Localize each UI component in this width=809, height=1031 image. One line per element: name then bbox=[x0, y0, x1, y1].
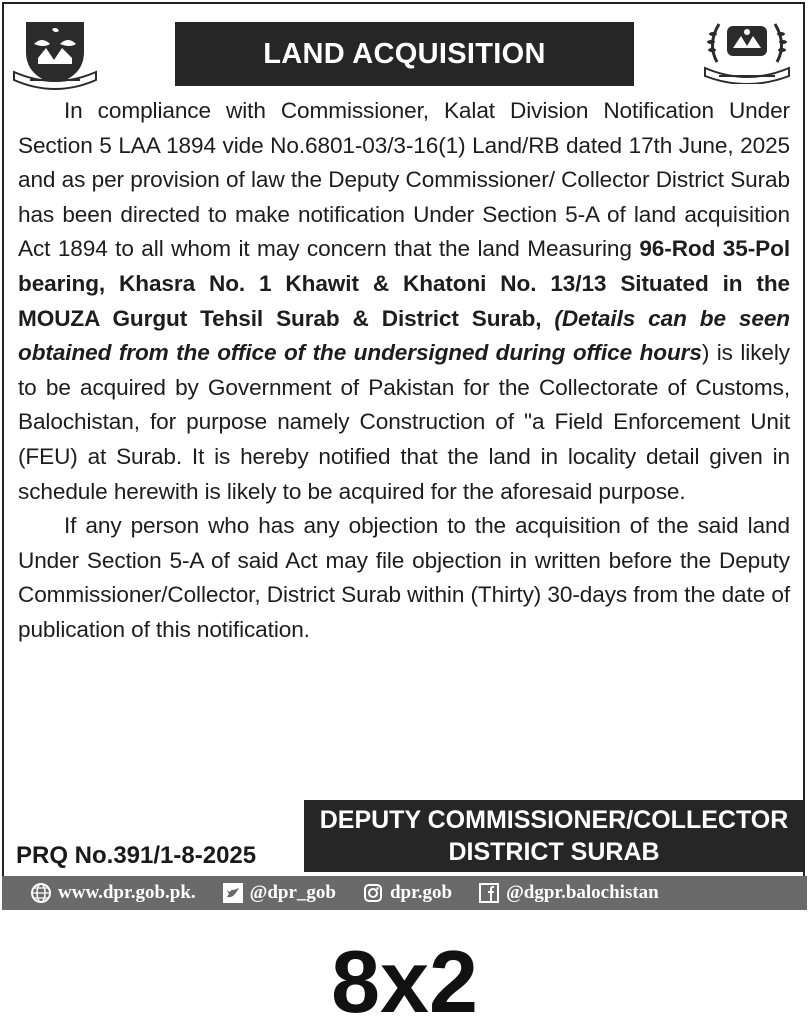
page-title: LAND ACQUISITION bbox=[175, 22, 634, 86]
signature-title: DEPUTY COMMISSIONER/COLLECTOR bbox=[319, 806, 789, 834]
facebook-icon bbox=[478, 882, 500, 904]
signature-district: DISTRICT SURAB bbox=[448, 838, 660, 866]
notice-paragraph-1: In compliance with Commissioner, Kalat Division Notification Under Section 5 LAA 1894 vide No.6801-03/3-16(1) Land/RB dated 17th June, 2025 and as per provision of law the Deputy Commissioner/ Collector District Surab has been directed to make notification Under Section 5-A of land acquisition Act 1894 to all whom it may concern that the land Measuring 96-Rod 35-Pol bearing, Khasra No. 1 Khawit & Khatoni No. 13/13 Situated in the MOUZA Gurgut Tehsil Surab & District Surab, (Details can be seen obtained from the office of the undersigned during office hours) is likely to be acquired by Government of Pakistan for the Collectorate of Customs, Balochistan, for purpose namely Construction of "a Field Enforcement Unit (FEU) at Surab. It is hereby notified that the land in locality detail given in schedule herewith is likely to be acquired for the aforesaid purpose. bbox=[18, 98, 791, 504]
footer-twitter[interactable]: @dpr_gob bbox=[222, 882, 336, 904]
balochistan-emblem-icon bbox=[12, 14, 98, 92]
footer-contact-bar bbox=[2, 876, 807, 910]
footer-instagram[interactable]: dpr.gob bbox=[362, 882, 452, 904]
prq-number: PRQ No.391/1-8-2025 bbox=[16, 842, 257, 869]
globe-icon bbox=[30, 882, 52, 904]
footer-website[interactable]: www.dpr.gob.pk. bbox=[30, 882, 196, 904]
notice-body bbox=[18, 94, 790, 648]
notice-paragraph-2: If any person who has any objection to the acquisition of the said land Under Section 5-A of said Act may file objection in written before the Deputy Commissioner/Collector, District Surab within (Thirty) 30-days from the date of publication of this notification. bbox=[18, 513, 790, 642]
signature-block bbox=[304, 800, 804, 872]
twitter-icon bbox=[222, 882, 244, 904]
footer-facebook[interactable]: @dgpr.balochistan bbox=[478, 882, 659, 904]
instagram-icon bbox=[362, 882, 384, 904]
dgpr-emblem-icon bbox=[697, 14, 797, 84]
ad-size-label: 8x2 bbox=[331, 932, 478, 1031]
